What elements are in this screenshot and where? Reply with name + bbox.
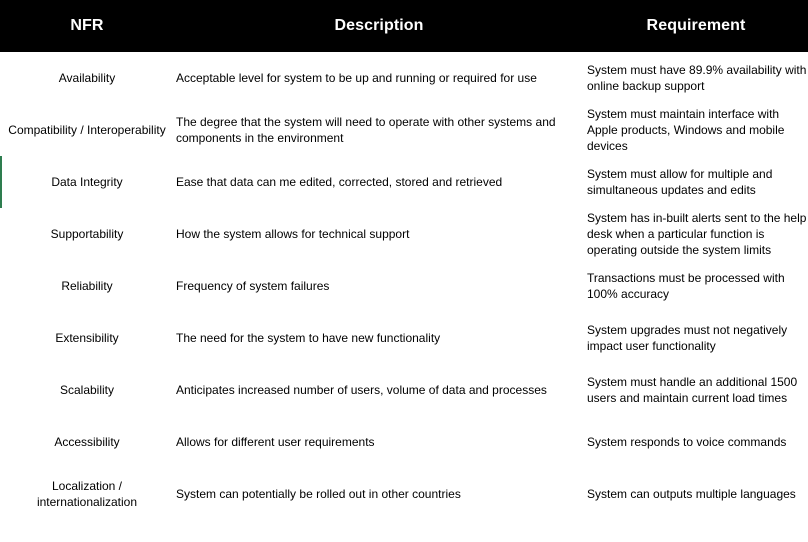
left-edge-accent [0,156,2,208]
nfr-cell: Extensibility [55,331,119,345]
nfr-cell: Accessibility [54,435,120,449]
table-row [0,52,808,104]
description-cell: How the system allows for technical support [176,227,410,241]
nfr-cell: Availability [58,71,116,85]
requirement-cell: System must allow for multiple and simultaneous updates and edits [587,167,773,197]
table-body [0,52,808,520]
requirement-cell: System has in-built alerts sent to the help desk when a particular function is operating outside the system limits [587,211,807,257]
table-row [0,364,808,416]
table-header [0,0,808,52]
nfr-cell: Reliability [61,279,113,293]
description-cell: Allows for different user requirements [176,435,375,449]
description-cell: Frequency of system failures [176,279,330,293]
header-nfr: NFR [70,17,104,34]
header-requirement: Requirement [646,17,746,34]
table-row [0,104,808,156]
requirement-cell: System must handle an additional 1500 users and maintain current load times [587,375,798,405]
table-row [0,156,808,208]
table-row [0,260,808,312]
table-row [0,312,808,364]
description-cell: Anticipates increased number of users, volume of data and processes [176,383,547,397]
requirement-cell: System must maintain interface with Apple products, Windows and mobile devices [587,107,785,153]
requirement-cell: System can outputs multiple languages [587,487,796,501]
table-row [0,208,808,260]
description-cell: Ease that data can me edited, corrected, stored and retrieved [176,175,503,189]
nfr-cell: Compatibility / Interoperability [8,123,166,137]
requirement-cell: System upgrades must not negatively impact user functionality [587,323,788,353]
nfr-cell: Scalability [59,383,115,397]
description-cell: The degree that the system will need to operate with other systems and components in the environment [176,115,556,145]
requirement-cell: System must have 89.9% availability with online backup support [587,63,807,93]
nfr-cell: Supportability [50,227,124,241]
nfr-cell: Data Integrity [51,175,123,189]
description-cell: The need for the system to have new functionality [176,331,441,345]
table-row [0,416,808,468]
nfr-cell: Localization / internationalization [36,479,138,509]
requirement-cell: System responds to voice commands [587,435,787,449]
table-row [0,468,808,520]
requirement-cell: Transactions must be processed with 100% accuracy [587,271,785,301]
description-cell: Acceptable level for system to be up and running or required for use [176,71,537,85]
header-description: Description [334,17,424,34]
description-cell: System can potentially be rolled out in other countries [176,487,461,501]
